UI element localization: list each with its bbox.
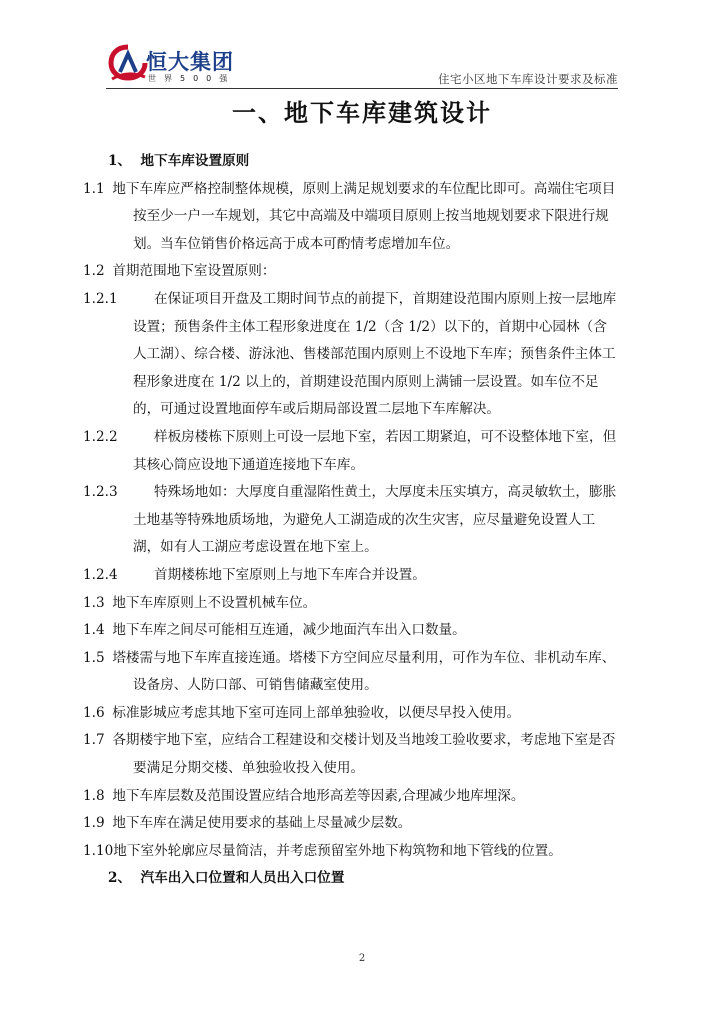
clause-number: 1.2.3 [83, 484, 118, 501]
clause-number: 1.2.1 [83, 290, 118, 307]
clause-1-2-1 [83, 286, 618, 424]
clause-text: 在保证项目开盘及工期时间节点的前提下，首期建设范围内原则上按一层地库设置；预售条件主体工程形象进度在 1/2（含 1/2）以下的，首期中心园林（含人工湖）、综合楼、游泳池、售楼部范围内原则上不设地下车库；预售条件主体工程形象进度在 1/2 以上的，首期建设范围内原则上满铺一层设置。如车位不足的，可通过设置地面停车或后期局部设置二层地下车库解决。 [133, 290, 617, 418]
clause-text: 地下车库应严格控制整体规模，原则上满足规划要求的车位配比即可。高端住宅项目按至少一户一车规划，其它中高端及中端项目原则上按当地规划要求下限进行规划。当车位销售价格远高于成本可酌情考虑增加车位。 [112, 180, 616, 252]
clause-1-2-3 [83, 479, 618, 562]
clause-number: 1.2.2 [83, 428, 118, 445]
clause-text: 地下车库之间尽可能相互连通，减少地面汽车出入口数量。 [112, 622, 466, 639]
clause-text: 地下车库层数及范围设置应结合地形高差等因素,合理减少地库埋深。 [112, 787, 525, 804]
clause-text: 塔楼需与地下车库直接连通。塔楼下方空间应尽量利用，可作为车位、非机动车库、设备房、人防口部、可销售储藏室使用。 [112, 649, 616, 694]
section-title: 地下车库设置原则 [140, 153, 250, 169]
clause-1-3: 1.3 地下车库原则上不设置机械车位。 [83, 594, 317, 611]
clause-1-2-4 [83, 562, 618, 590]
clause-text: 特殊场地如：大厚度自重湿陷性黄土，大厚度未压实填方，高灵敏软土，膨胀土地基等特殊地质场地，为避免人工湖造成的次生灾害，应尽量避免设置人工湖，如有人工湖应考虑设置在地下室上。 [133, 484, 617, 556]
clause-1-7: 1.7 各期楼宇地下室，应结合工程建设和交楼计划及当地竣工验收要求，考虑地下室是否要满足分期交楼、单独验收投入使用。 [83, 732, 616, 777]
page-number: 2 [358, 953, 366, 964]
clause-text: 首期楼栋地下室原则上与地下车库合并设置。 [154, 566, 426, 583]
clause-1-4: 1.4 地下车库之间尽可能相互连通，减少地面汽车出入口数量。 [83, 622, 466, 639]
clause-1-9: 1.9 地下车库在满足使用要求的基础上尽量减少层数。 [83, 815, 412, 832]
chapter-title: 一、地下车库建筑设计 [232, 98, 492, 127]
evergrande-logo-icon [108, 44, 148, 82]
document-header-title: 住宅小区地下车库设计要求及标准 [438, 72, 618, 86]
clause-number: 1.2.4 [83, 566, 118, 583]
clause-1-10 [83, 838, 618, 866]
section-heading-2 [108, 865, 618, 893]
logo-slogan: 世界500强 [148, 74, 236, 83]
clause-1-5: 1.5 塔楼需与地下车库直接连通。塔楼下方空间应尽量利用，可作为车位、非机动车库、设备房、人防口部、可销售储藏室使用。 [83, 649, 616, 694]
clause-number: 1.10 [83, 842, 114, 859]
clause-text: 地下车库在满足使用要求的基础上尽量减少层数。 [112, 815, 412, 832]
clause-1-6: 1.6 标准影城应考虑其地下室可连同上部单独验收，以便尽早投入使用。 [83, 704, 521, 721]
clause-text: 样板房楼栋下原则上可设一层地下室，若因工期紧迫，可不设整体地下室，但其核心筒应设地下通道连接地下车库。 [133, 428, 617, 473]
header-divider [106, 88, 618, 89]
clause-1-1: 1.1 地下车库应严格控制整体规模，原则上满足规划要求的车位配比即可。高端住宅项目按至少一户一车规划，其它中高端及中端项目原则上按当地规划要求下限进行规划。当车位销售价格远高于成本可酌情考虑增加车位。 [83, 180, 616, 252]
clause-text: 首期范围地下室设置原则： [112, 263, 276, 280]
clause-1-8: 1.8 地下车库层数及范围设置应结合地形高差等因素,合理减少地库埋深。 [83, 787, 525, 804]
clause-1-2-2 [83, 424, 618, 479]
clause-text: 各期楼宇地下室，应结合工程建设和交楼计划及当地竣工验收要求，考虑地下室是否要满足分期交楼、单独验收投入使用。 [112, 732, 616, 777]
section-heading-1 [108, 148, 618, 176]
logo-name: 恒大集团 [146, 50, 234, 74]
section-number: 1、 [108, 153, 132, 169]
section-number: 2、 [108, 870, 132, 887]
document-body [83, 148, 618, 893]
clause-1-2: 1.2 首期范围地下室设置原则： [83, 263, 276, 280]
company-logo [108, 44, 236, 88]
clause-text: 地下室外轮廓应尽量简洁，并考虑预留室外地下构筑物和地下管线的位置。 [113, 842, 562, 859]
clause-text: 标准影城应考虑其地下室可连同上部单独验收，以便尽早投入使用。 [112, 704, 521, 721]
section-title: 汽车出入口位置和人员出入口位置 [140, 870, 345, 887]
clause-text: 地下车库原则上不设置机械车位。 [112, 594, 317, 611]
